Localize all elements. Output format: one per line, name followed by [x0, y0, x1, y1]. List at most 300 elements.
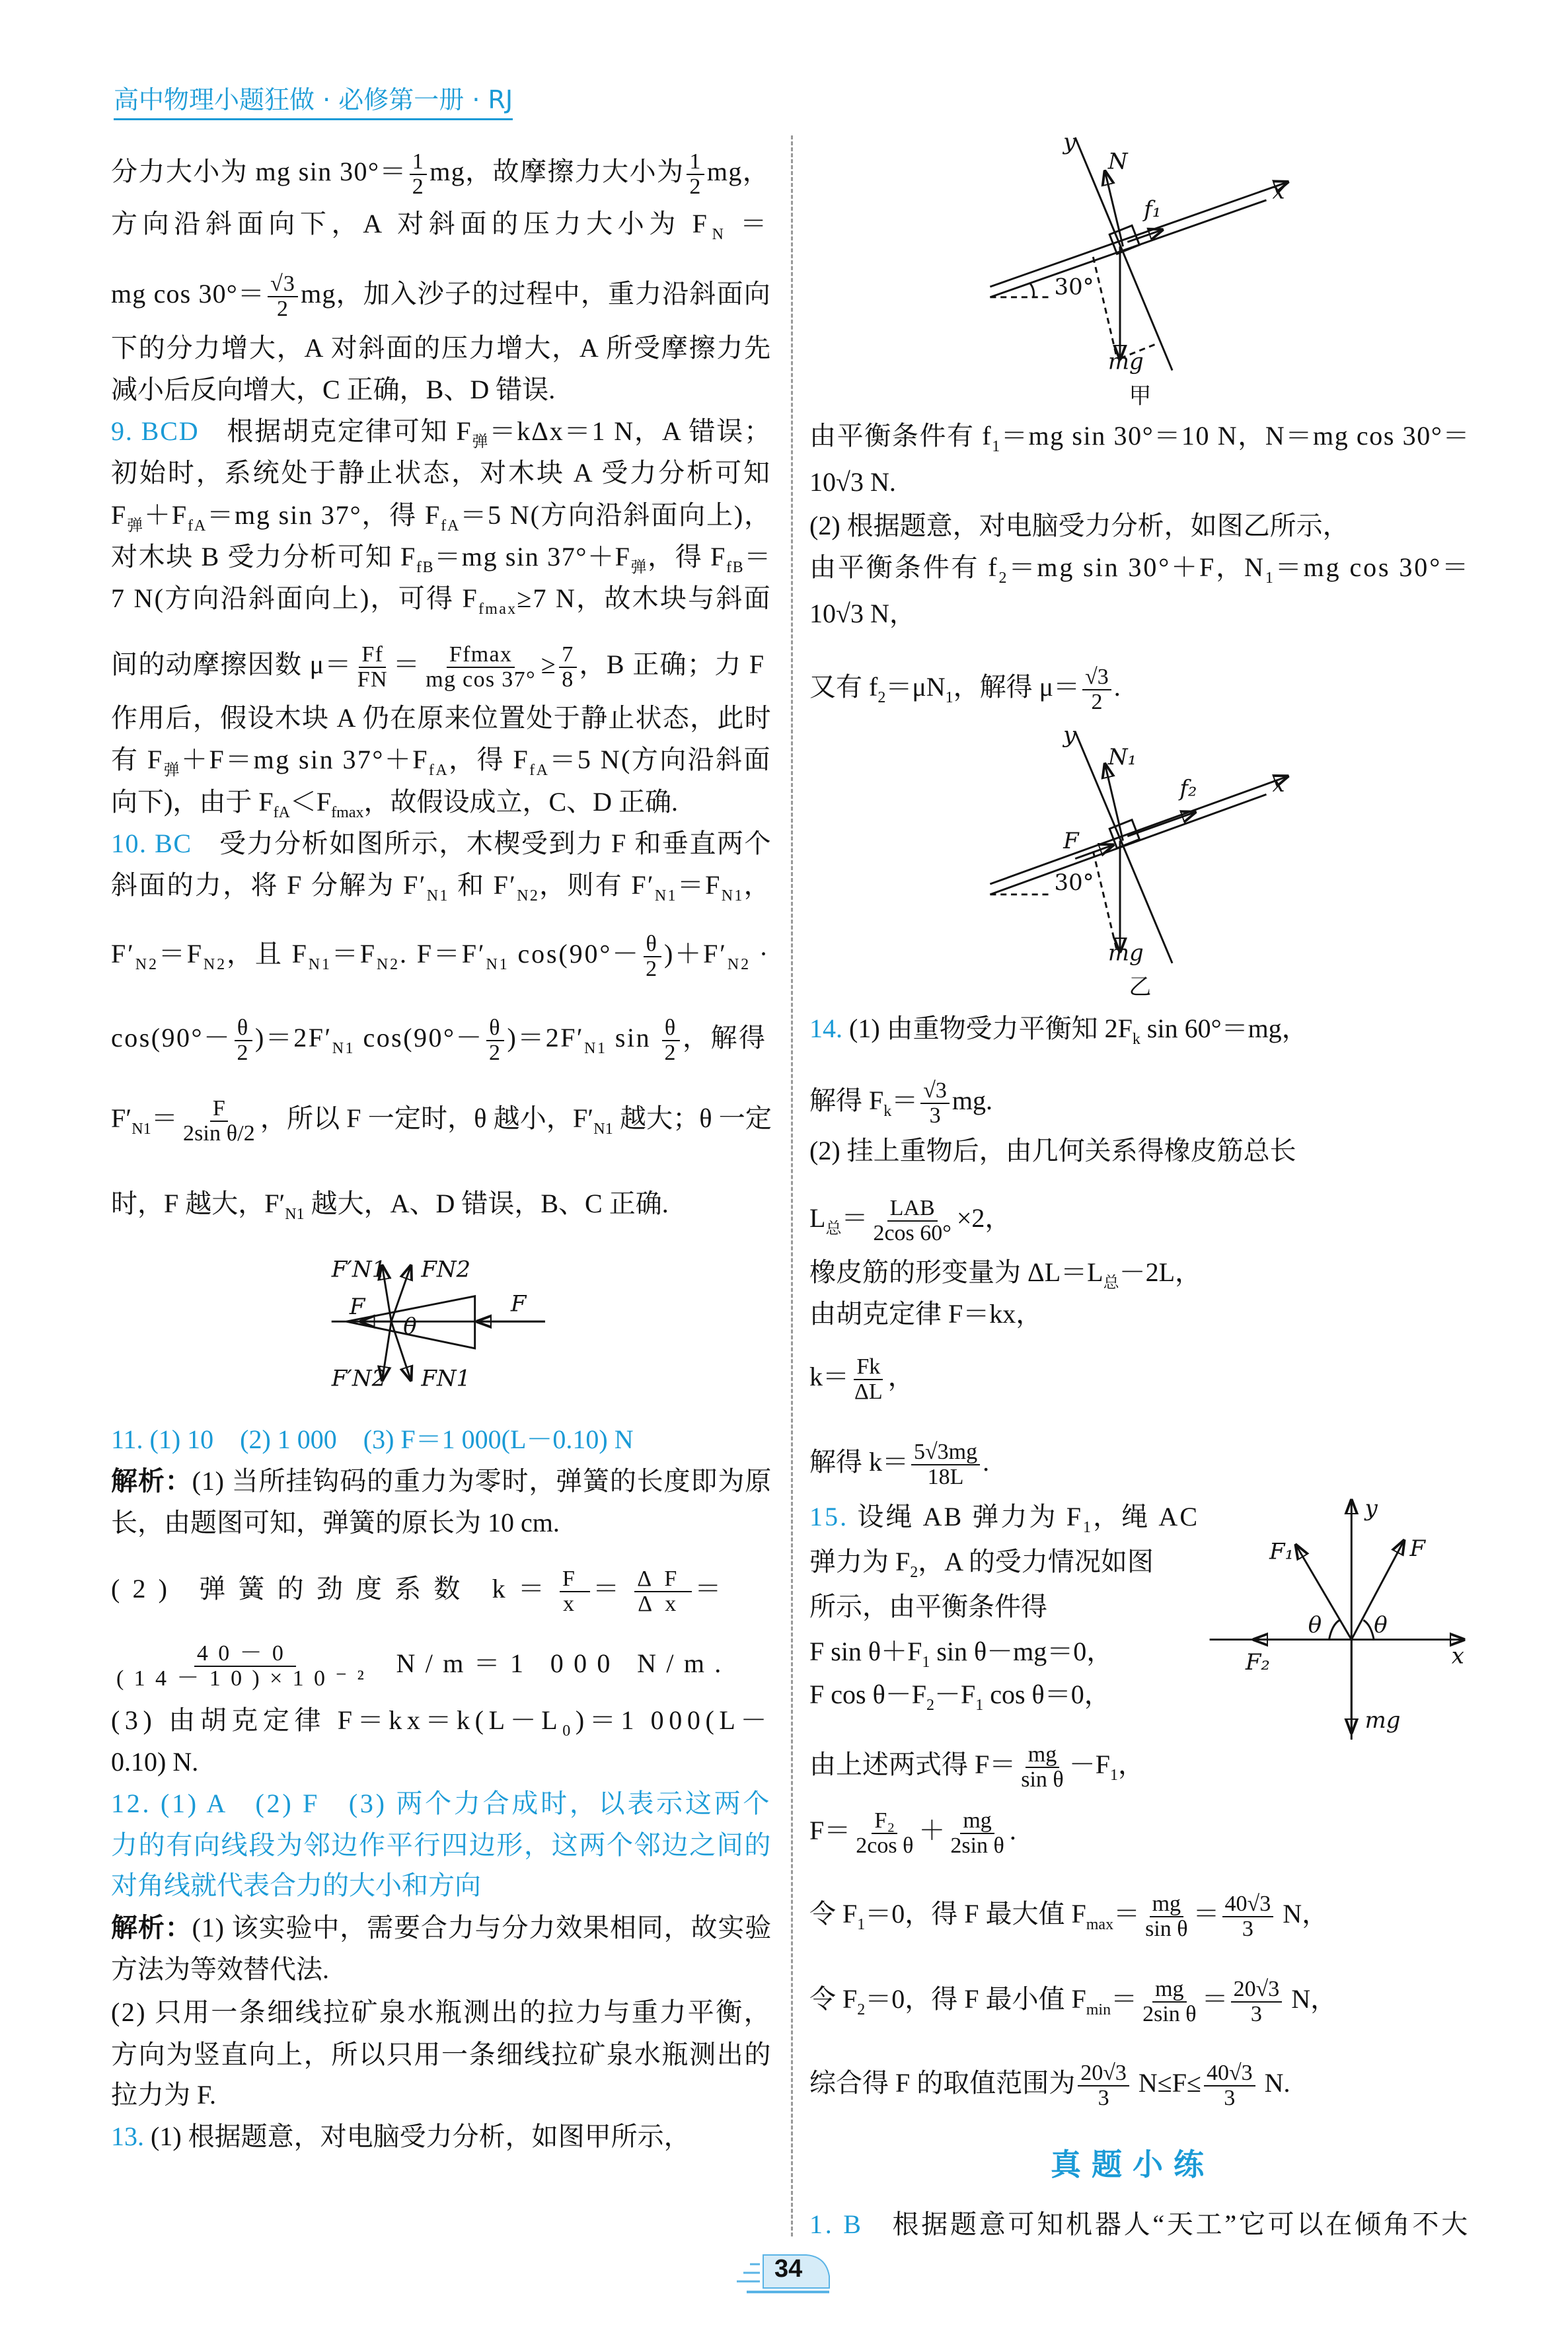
text-line-content — [111, 1788, 772, 1820]
text-run: (1) 根据题意，对电脑受力分析，如图甲所示， — [144, 2122, 691, 2151]
text-line — [111, 932, 772, 981]
fraction — [410, 150, 427, 199]
subscript: 1 — [945, 689, 953, 707]
text-run: 间的动摩擦因数 μ＝ — [111, 649, 352, 680]
text-line-content — [111, 828, 772, 860]
text-line-content — [809, 420, 1470, 462]
text-line — [809, 420, 1470, 462]
text-run: 所示，由平衡条件得 — [809, 1592, 1047, 1621]
text-run: 拉力为 F. — [111, 2080, 217, 2110]
text-line-content — [809, 2209, 1470, 2240]
text-line — [111, 1188, 772, 1230]
text-run: k＝ — [809, 1362, 849, 1392]
text-run: 根据题意可知机器人“天工”它可以在倾角不大 — [863, 2209, 1470, 2239]
text-line-content — [111, 1424, 634, 1456]
text-line — [809, 1013, 1470, 1055]
denominator: sin θ — [1021, 1767, 1064, 1792]
text-line — [111, 583, 772, 625]
text-run: ，B 正确；力 F — [579, 649, 765, 680]
text-run: (1) 当所挂钩码的重力为零时，弹簧的长度即为原 — [192, 1466, 772, 1496]
denominator: 3 — [1250, 2002, 1262, 2026]
column-divider — [791, 135, 793, 2236]
numerator: 20√3 — [1231, 1977, 1283, 2003]
text-line — [809, 1079, 1470, 1128]
text-line — [111, 1829, 772, 1861]
text-line-content — [809, 1636, 1113, 1678]
denominator: 3 — [929, 1103, 941, 1128]
text-run: mg，故摩擦力大小为 — [429, 157, 685, 187]
subscript: fA — [529, 762, 550, 779]
answer-label: 10. BC — [111, 829, 192, 858]
text-line-content — [809, 1809, 1016, 1858]
answer-label: 对角线就代表合力的大小和方向 — [111, 1870, 481, 1900]
label-angle: 30° — [1054, 274, 1094, 300]
text-run: ＝0，得 F 最小值 F — [865, 1984, 1086, 2014]
subscript: N1 — [593, 1121, 613, 1138]
page-number: 34 — [774, 2255, 803, 2283]
label-FN2-prime: F′N2 — [331, 1365, 387, 1391]
text-line-content — [111, 2121, 691, 2153]
fraction — [114, 1642, 377, 1691]
denominator: mg cos 37° — [426, 667, 536, 692]
text-line — [111, 2079, 772, 2111]
text-run: ＝ — [891, 1086, 918, 1116]
subscript: fA — [273, 804, 290, 821]
text-run: )＝1 000(L－ — [575, 1705, 772, 1735]
subscript: min — [1086, 2001, 1111, 2019]
text-line-content — [111, 272, 771, 321]
text-run: F＝ — [809, 1816, 851, 1846]
text-line — [111, 1746, 772, 1778]
denominator: FN — [357, 667, 388, 692]
subscript: fA — [188, 517, 207, 535]
text-run: (2) 根据题意，对电脑受力分析，如图乙所示， — [809, 511, 1349, 540]
label-theta: θ — [403, 1313, 417, 1339]
book-header: 高中物理小题狂做 · 必修第一册 · RJ — [114, 79, 513, 120]
text-line-content — [111, 1829, 772, 1861]
label-f1: f₁ — [1144, 196, 1162, 222]
text-run: ＝5 N(方向沿斜面 — [549, 745, 772, 774]
label-F-left: F — [349, 1293, 365, 1319]
text-run: sin θ－mg＝0， — [930, 1637, 1113, 1666]
numerator: 7 — [559, 643, 576, 668]
denominator: 3 — [1098, 2086, 1109, 2110]
text-line-content — [111, 208, 772, 250]
label-theta-2: θ — [1374, 1611, 1388, 1638]
text-run: 由胡克定律 F＝kx， — [809, 1299, 1043, 1329]
denominator: 2cos 60° — [873, 1221, 952, 1245]
text-run: F cos θ－F — [809, 1679, 926, 1709]
label-F1: F₁ — [1269, 1538, 1294, 1565]
text-run: ，得 F — [648, 542, 726, 572]
numerator: Fk — [854, 1355, 883, 1380]
text-line — [809, 1591, 1470, 1623]
answer-label: 14. — [809, 1014, 842, 1043]
numerator: 20√3 — [1078, 2061, 1129, 2086]
text-run: ＋ — [918, 1816, 946, 1846]
text-run: ＝ — [151, 1103, 178, 1134]
subscript: 2 — [877, 689, 886, 707]
text-run: mg cos 30°＝ — [111, 279, 266, 309]
text-run: N， — [1276, 1899, 1329, 1929]
text-line-content — [809, 510, 1349, 542]
fraction — [852, 1355, 885, 1404]
text-line — [809, 1257, 1470, 1299]
text-run: ，解得 — [683, 1023, 767, 1053]
page-number-badge — [733, 2250, 833, 2296]
text-run: 对木块 B 受力分析可知 F — [111, 542, 416, 572]
text-run: 10√3 N. — [809, 467, 896, 497]
fraction — [870, 1197, 953, 1245]
text-run: 7 N(方向沿斜面向上)，可得 F — [111, 583, 479, 613]
text-run: ＝kΔx＝1 N，A 错误； — [489, 416, 772, 446]
text-run: ， — [743, 870, 772, 900]
numerator: θ — [644, 932, 661, 957]
text-run: . F＝F′ — [399, 939, 486, 969]
subscript: 1 — [992, 438, 1001, 455]
text-run: 又有 f — [809, 672, 878, 702]
denominator: 2 — [646, 957, 659, 981]
fraction — [355, 643, 391, 692]
text-line — [809, 1197, 1470, 1245]
subscript: 1 — [922, 1654, 930, 1671]
text-run: ＝ — [1201, 1984, 1228, 2014]
answer-label: 力的有向线段为邻边作平行四边形，这两个邻边之间的 — [111, 1830, 772, 1860]
label-x: x — [1451, 1642, 1464, 1669]
text-line — [111, 828, 772, 860]
text-line-content — [111, 1997, 772, 2028]
text-line — [111, 457, 772, 489]
label-F: F — [510, 1290, 527, 1317]
text-run: ＝F — [331, 939, 377, 969]
text-line — [809, 1892, 1470, 1941]
text-run: 解得 F — [809, 1086, 884, 1116]
text-run: ＋F — [144, 500, 188, 530]
subscript: 2 — [910, 1564, 918, 1581]
text-run: ＝mg cos 30°＝ — [1275, 552, 1470, 582]
numerator: mg — [1152, 1977, 1186, 2003]
subscript: N1 — [486, 956, 509, 974]
answer-label: 15. — [809, 1502, 849, 1532]
label-y: y — [1063, 721, 1076, 748]
text-run: 向下)，由于 F — [111, 787, 274, 817]
text-line-content — [809, 1135, 1296, 1167]
text-line-content — [809, 1197, 1011, 1245]
numerator: 40－0 — [194, 1642, 296, 1667]
text-line-content — [809, 1013, 1308, 1055]
numerator: Ffmax — [447, 643, 515, 668]
text-line-content — [809, 598, 916, 630]
subscript: fA — [441, 517, 461, 535]
text-run: ＝mg sin 37°＋F — [434, 542, 631, 572]
fraction — [920, 1079, 950, 1128]
text-line-content — [809, 1355, 915, 1404]
text-run: ＝ — [593, 1574, 632, 1604]
text-line-content — [809, 466, 896, 498]
text-line — [111, 2039, 772, 2071]
text-line — [111, 1954, 772, 1985]
text-line-content — [111, 1016, 766, 1065]
text-run: )＝2F′ — [254, 1023, 332, 1053]
subscript: N1 — [131, 1121, 151, 1138]
text-run: (2) 只用一条细线拉矿泉水瓶测出的拉力与重力平衡， — [111, 1997, 772, 2027]
text-run: 由平衡条件有 f — [809, 421, 992, 451]
text-line — [809, 2061, 1470, 2110]
numerator: θ — [662, 1016, 680, 1041]
text-line-content — [809, 665, 1121, 714]
denominator: 2 — [277, 297, 289, 321]
fraction — [486, 1016, 504, 1065]
analysis-label: 解析： — [111, 1913, 192, 1942]
text-line — [111, 1507, 772, 1539]
text-run: cos(90°－ — [354, 1023, 484, 1053]
subscript: 1 — [1265, 570, 1275, 587]
text-line-content — [809, 1079, 992, 1128]
text-line-content — [809, 1892, 1328, 1941]
text-line-content — [809, 1298, 1042, 1330]
label-N: N — [1107, 148, 1128, 174]
text-run: 长，由题图可知，弹簧的原长为 10 cm. — [111, 1508, 560, 1537]
fraction — [1082, 665, 1111, 714]
label-mg: mg — [1364, 1707, 1401, 1733]
text-run: 初始时，系统处于静止状态，对木块 A 受力分析可知 — [111, 458, 772, 488]
text-run: N， — [1285, 1984, 1337, 2014]
subscript: fmax — [331, 804, 364, 821]
label-f2: f₂ — [1179, 775, 1197, 801]
text-line-content — [111, 1912, 772, 1944]
text-line — [111, 374, 772, 406]
text-run: (1) 由重物受力平衡知 2F — [842, 1014, 1133, 1043]
text-line-content — [111, 541, 772, 583]
subscript: N2 — [517, 887, 540, 904]
fraction — [911, 1440, 980, 1489]
text-run: ＝ — [841, 1203, 868, 1234]
denominator: 2 — [412, 174, 425, 199]
denominator: 18L — [927, 1465, 964, 1489]
text-run: cos(90°－ — [111, 1023, 232, 1053]
subscript: fB — [726, 559, 745, 576]
text-run: ＝F — [677, 870, 722, 900]
text-line-content — [111, 744, 772, 786]
text-line — [809, 598, 1470, 630]
text-line-content — [111, 1567, 734, 1616]
denominator: 2 — [689, 174, 702, 199]
numerator: θ — [235, 1016, 252, 1041]
text-run: 方向沿斜面向下，A 对斜面的压力大小为 F — [111, 209, 712, 239]
answer-label: 11. (1) 10 (2) 1 000 (3) F＝1 000(L－0.10) N — [111, 1424, 634, 1454]
text-run: ， — [887, 1362, 915, 1392]
subscript: 弹 — [472, 433, 490, 451]
text-line — [809, 665, 1470, 714]
fraction — [268, 272, 298, 321]
text-run: ，则有 F′ — [539, 870, 655, 900]
section-title: 真题小练 — [1051, 2147, 1214, 2182]
subscript: 总 — [825, 1220, 842, 1238]
text-run: 越大；θ 一定 — [613, 1103, 772, 1134]
fraction — [948, 1809, 1006, 1858]
text-line — [111, 150, 772, 199]
text-line — [809, 1501, 1470, 1543]
text-line — [809, 1809, 1470, 1858]
text-line — [809, 552, 1470, 594]
text-line-content — [111, 643, 765, 692]
text-line — [111, 1705, 772, 1747]
text-line-content — [111, 1870, 481, 1901]
subscript: N2 — [727, 956, 751, 974]
text-run: －2L， — [1119, 1257, 1202, 1287]
text-run: N. — [1257, 2068, 1290, 2098]
text-run: 由平衡条件有 f — [809, 552, 999, 582]
text-line-content — [809, 1977, 1337, 2026]
text-line — [111, 702, 772, 734]
text-run: 方法为等效替代法. — [111, 1954, 329, 1984]
text-run: 下的分力增大，A 对斜面的压力增大，A 所受摩擦力先 — [111, 333, 772, 363]
text-line — [111, 786, 772, 829]
text-line — [111, 541, 772, 583]
numerator: Ff — [359, 643, 386, 668]
label-F: F — [1409, 1535, 1425, 1562]
text-line — [809, 1743, 1470, 1792]
text-run: ＝ — [1113, 1899, 1140, 1929]
numerator: 40√3 — [1204, 2061, 1255, 2086]
denominator: 2 — [664, 1041, 678, 1065]
subscript: 1 — [1083, 1519, 1094, 1536]
text-line — [809, 1679, 1470, 1721]
text-run: ＝0，得 F 最大值 F — [865, 1899, 1086, 1929]
fraction — [1018, 1743, 1066, 1792]
text-line — [111, 272, 772, 321]
fraction — [1222, 1892, 1274, 1941]
subscript: k — [1132, 1031, 1140, 1048]
label-FN1-prime: F′N1 — [331, 1256, 387, 1282]
text-line-content — [809, 1501, 1199, 1543]
answer-label: 9. BCD — [111, 416, 200, 446]
denominator: 2 — [488, 1041, 502, 1065]
numerator: F — [560, 1567, 590, 1592]
text-run: ＝ — [694, 1574, 734, 1604]
text-run: N≤F≤ — [1131, 2068, 1201, 2098]
subscript: 1 — [857, 1916, 866, 1934]
text-run: 弹力为 F — [809, 1547, 911, 1576]
text-run: ＝F — [158, 939, 204, 969]
text-line-content — [809, 1257, 1201, 1299]
text-line — [111, 332, 772, 364]
text-line — [111, 1465, 772, 1497]
denominator: Δx — [638, 1592, 689, 1616]
text-run: 越大，A、D 错误，B、C 正确. — [304, 1189, 669, 1218]
subscript: N — [712, 226, 729, 243]
text-run: (2) 挂上重物后，由几何关系得橡皮筋总长 — [809, 1136, 1296, 1165]
numerator: √3 — [268, 272, 298, 297]
fraction — [1204, 2061, 1255, 2110]
text-run: mg， — [706, 157, 770, 187]
text-run: mg，加入沙子的过程中，重力沿斜面向 — [301, 279, 771, 309]
text-run: )＝2F′ — [507, 1023, 585, 1053]
text-run: 橡皮筋的形变量为 ΔL＝L — [809, 1257, 1103, 1287]
subscript: N1 — [721, 887, 744, 904]
text-line — [809, 1636, 1470, 1678]
text-line — [809, 1546, 1470, 1588]
subscript: fmax — [478, 601, 517, 618]
numerator: √3 — [920, 1079, 950, 1104]
text-run: ，且 F — [226, 939, 309, 969]
text-line-content — [111, 1507, 560, 1539]
denominator: ΔL — [854, 1380, 883, 1404]
text-run: sin — [607, 1023, 659, 1053]
text-run: ≥7 N，故木块与斜面 — [517, 583, 772, 613]
text-run: ，得 F — [449, 745, 530, 774]
text-run: (3) 由胡克定律 F＝kx＝k(L－L — [111, 1705, 563, 1735]
text-run: (1) 该实验中，需要合力与分力效果相同，故实验 — [192, 1913, 772, 1942]
denominator: 3 — [1224, 2086, 1236, 2110]
text-run: 受力分析如图所示，木楔受到力 F 和垂直两个 — [192, 829, 772, 858]
label-x: x — [1272, 770, 1285, 797]
subscript: 2 — [857, 2001, 866, 2019]
fraction — [1140, 1977, 1199, 2026]
text-run: ＝mg sin 37°，得 F — [207, 500, 441, 530]
text-run: 综合得 F 的取值范围为 — [809, 2068, 1076, 2098]
numerator: mg — [1026, 1743, 1059, 1768]
text-run: mg. — [952, 1086, 993, 1116]
text-line — [111, 416, 772, 458]
caption-yi: 乙 — [1129, 974, 1152, 1000]
subscript: 总 — [1103, 1274, 1119, 1292]
fraction — [662, 1016, 680, 1065]
text-run: ×2， — [956, 1203, 1012, 1234]
text-line-content — [111, 1954, 329, 1985]
fraction — [423, 643, 539, 692]
numerator: 40√3 — [1222, 1892, 1274, 1917]
text-run: cos θ＝0， — [983, 1679, 1111, 1709]
text-run: ＝mg sin 30°＋F，N — [1008, 552, 1265, 582]
fraction — [1078, 2061, 1129, 2110]
text-run: 10√3 N， — [809, 599, 916, 628]
figure-yi — [990, 721, 1287, 1000]
text-run: ＝ — [1111, 1984, 1138, 2014]
subscript: N2 — [135, 956, 159, 974]
label-y: y — [1364, 1495, 1378, 1521]
text-line-content — [809, 552, 1470, 594]
text-run: )＋F′ — [664, 939, 728, 969]
text-run: 方向为竖直向上，所以只用一条细线拉矿泉水瓶测出的 — [111, 2040, 772, 2069]
subscript: N1 — [332, 1040, 355, 1058]
fraction — [853, 1809, 916, 1858]
text-line — [111, 1097, 772, 1146]
text-line-content — [111, 457, 772, 489]
numerator: F — [210, 1097, 228, 1122]
text-run: ＝ — [1193, 1899, 1220, 1929]
label-FN2: FN2 — [421, 1256, 471, 1282]
fraction — [634, 1567, 692, 1616]
text-line-content — [809, 1743, 1144, 1792]
subscript: max — [1086, 1916, 1114, 1934]
text-run: ＝5 N(方向沿斜面向上)， — [460, 500, 772, 530]
subscript: 弹 — [163, 762, 182, 779]
subscript: 2 — [998, 570, 1009, 587]
text-line-content — [111, 583, 772, 625]
label-FN1: FN1 — [421, 1365, 471, 1391]
analysis-label: 解析： — [111, 1466, 192, 1496]
text-line-content — [111, 702, 772, 734]
text-run: 解得 k＝ — [809, 1447, 909, 1477]
text-run: ＝ — [392, 649, 421, 680]
numerator: 1 — [410, 150, 427, 175]
text-run: ＝μN — [885, 672, 946, 702]
text-line-content — [111, 932, 770, 981]
text-line-content — [111, 332, 772, 364]
subscript: 1 — [975, 1697, 984, 1714]
text-line-content — [111, 869, 772, 912]
